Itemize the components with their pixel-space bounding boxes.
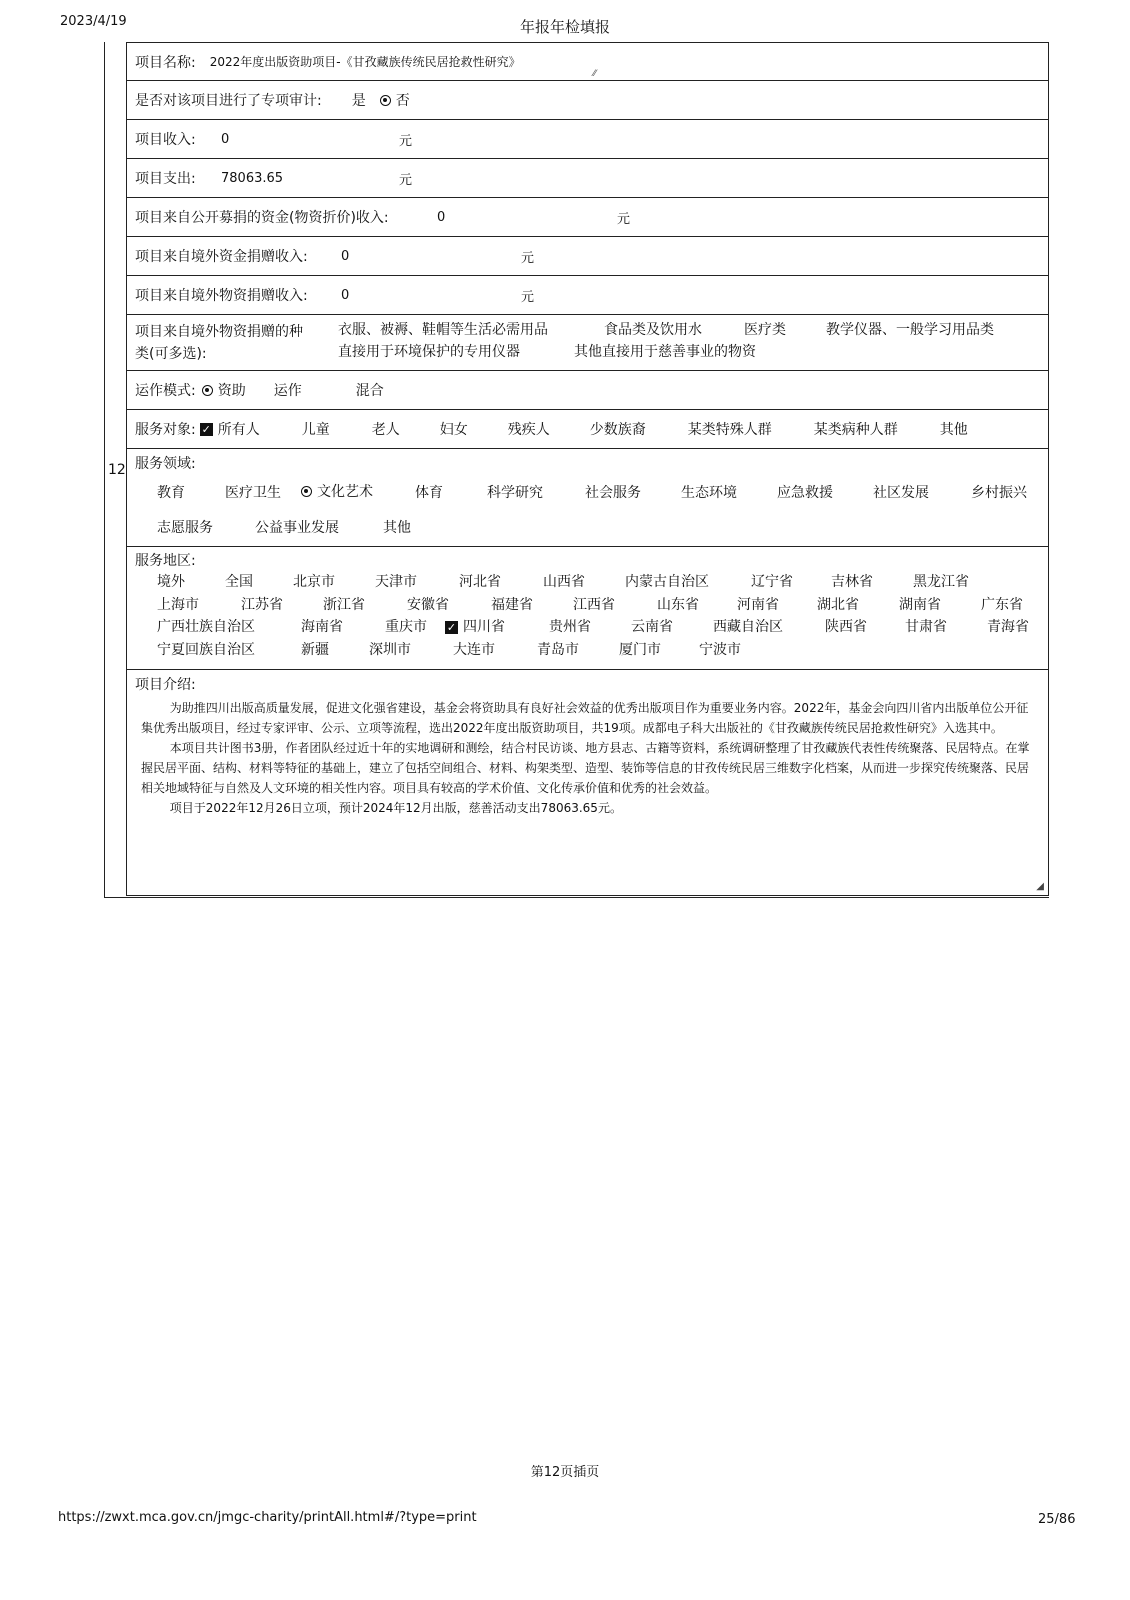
foreign-goods-row (127, 276, 1049, 315)
public-donation-label: 项目来自公开募捐的资金(物资折价)收入: (135, 210, 389, 226)
region-option[interactable]: 厦门市 (619, 641, 661, 658)
region-option[interactable]: 湖北省 (817, 596, 859, 613)
region-option[interactable]: 陕西省 (825, 619, 867, 635)
target-row (127, 410, 1049, 449)
goods-type-label-1: 项目来自境外物资捐赠的种 (135, 324, 303, 340)
region-option[interactable]: 山东省 (657, 596, 699, 613)
region-option[interactable]: 海南省 (301, 619, 343, 635)
expense-unit: 元 (399, 172, 413, 188)
radio-selected-icon[interactable] (202, 385, 213, 396)
project-name-row (127, 42, 1049, 81)
region-option[interactable]: 内蒙古自治区 (625, 574, 709, 590)
public-donation-unit: 元 (617, 211, 631, 227)
region-option[interactable]: 河北省 (459, 574, 501, 590)
expense-label: 项目支出: (135, 171, 196, 187)
intro-paragraph: 本项目共计图书3册，作者团队经过近十年的实地调研和测绘，结合村民访谈、地方县志、古籍等资料，系统调研整理了甘孜藏族代表性传统聚落、民居特点。在掌握民居平面、结构、材料等特征的基础上，建立了包括空间组合、材料、构架类型、造型、装饰等信息的甘孜传统民居三维数字化档案，从而进一步探究传统聚落、民居相关地域特征与自然及人文环境的相关性内容。项目具有较高的学术价值、文化传承价值和优秀的社会效益。 (141, 741, 1030, 795)
foreign-fund-label: 项目来自境外资金捐赠收入: (135, 249, 308, 265)
field-option[interactable]: 社区发展 (873, 484, 929, 501)
mode-option-grant[interactable] (202, 380, 274, 400)
field-option-culture[interactable] (301, 481, 415, 501)
region-option[interactable]: 新疆 (301, 641, 329, 658)
field-option[interactable]: 公益事业发展 (255, 520, 339, 536)
row-number: 12 (108, 462, 126, 478)
audit-no-option[interactable] (380, 90, 410, 110)
checkbox-checked-icon[interactable]: ✓ (446, 621, 457, 634)
mode-option-label: 混合 (355, 383, 384, 399)
target-option[interactable]: 儿童 (301, 422, 330, 438)
region-option-sichuan[interactable] (445, 616, 549, 639)
radio-selected-icon[interactable] (301, 486, 312, 497)
field-option[interactable]: 志愿服务 (157, 520, 213, 536)
print-date: 2023/4/19 (60, 14, 127, 29)
mode-row (127, 371, 1049, 410)
region-option[interactable]: 广东省 (981, 596, 1023, 613)
region-option[interactable]: 宁波市 (699, 641, 741, 658)
mode-option-label: 运作 (273, 383, 302, 399)
region-option[interactable]: 湖南省 (899, 596, 941, 613)
region-option[interactable]: 天津市 (375, 574, 417, 590)
audit-label: 是否对该项目进行了专项审计: (135, 93, 322, 109)
page-count: 25/86 (1038, 1512, 1076, 1527)
region-option[interactable]: 广西壮族自治区 (157, 619, 255, 635)
region-option[interactable]: 全国 (225, 574, 253, 590)
region-option[interactable]: 北京市 (293, 574, 335, 590)
resize-handle-icon[interactable]: ◢ (1036, 881, 1044, 892)
field-option[interactable]: 科学研究 (487, 484, 543, 501)
target-option-all[interactable] (200, 419, 302, 439)
income-label: 项目收入: (135, 132, 196, 148)
field-option[interactable]: 社会服务 (585, 484, 641, 501)
expense-row (127, 159, 1049, 198)
goods-type-row (127, 315, 1049, 371)
region-option-label: 四川省 (463, 619, 505, 636)
region-option[interactable]: 福建省 (491, 596, 533, 613)
region-option[interactable]: 黑龙江省 (913, 574, 969, 590)
region-option[interactable]: 境外 (157, 574, 185, 590)
field-option[interactable]: 乡村振兴 (971, 484, 1027, 501)
field-option[interactable]: 教育 (157, 484, 185, 501)
field-option[interactable]: 医疗卫生 (225, 484, 281, 501)
audit-yes-label: 是 (351, 93, 366, 109)
mode-option-label: 资助 (217, 383, 246, 399)
page-title: 年报年检填报 (519, 18, 610, 36)
target-option[interactable]: 某类特殊人群 (687, 422, 772, 438)
mode-label: 运作模式: (135, 383, 196, 399)
foreign-goods-field[interactable]: 0 (341, 287, 350, 303)
intro-paragraph: 项目于2022年12月26日立项，预计2024年12月出版，慈善活动支出78063.65元。 (169, 801, 622, 815)
public-donation-row (127, 198, 1049, 237)
goods-type-option[interactable]: 教学仪器、一般学习用品类 (826, 322, 994, 338)
mode-option-mixed[interactable] (356, 380, 384, 400)
field-option[interactable]: 其他 (383, 520, 411, 536)
region-label: 服务地区: (135, 553, 196, 569)
expense-field[interactable]: 78063.65 (221, 170, 284, 186)
region-option[interactable]: 山西省 (543, 574, 585, 590)
goods-type-option[interactable]: 食品类及饮用水 (604, 322, 702, 338)
intro-textarea[interactable] (141, 698, 1034, 818)
target-option[interactable]: 其他 (939, 422, 968, 438)
field-option[interactable]: 体育 (415, 484, 443, 501)
print-url: https://zwxt.mca.gov.cn/jmgc-charity/printAll.html#/?type=print (58, 1510, 477, 1525)
region-option[interactable]: 贵州省 (549, 619, 591, 635)
region-option[interactable]: 江苏省 (241, 596, 283, 613)
target-option[interactable]: 某类病种人群 (813, 422, 898, 438)
region-option[interactable]: 浙江省 (323, 596, 365, 613)
goods-type-option[interactable]: 其他直接用于慈善事业的物资 (574, 344, 756, 360)
field-row (127, 449, 1049, 547)
income-field[interactable]: 0 (221, 131, 230, 147)
target-option[interactable]: 少数族裔 (589, 422, 646, 438)
target-option[interactable]: 残疾人 (507, 422, 550, 438)
region-option[interactable]: 辽宁省 (751, 574, 793, 590)
region-option[interactable]: 江西省 (573, 596, 615, 613)
field-label: 服务领域: (135, 456, 196, 472)
foreign-goods-label: 项目来自境外物资捐赠收入: (135, 288, 308, 304)
resize-handle-icon: ⁄⁄ (593, 69, 597, 79)
project-form (126, 42, 1049, 896)
region-option[interactable]: 吉林省 (831, 574, 873, 590)
field-option-label: 文化艺术 (317, 484, 373, 500)
target-label: 服务对象: (135, 422, 196, 438)
audit-row (127, 81, 1049, 120)
audit-no-label: 否 (395, 93, 410, 109)
target-option[interactable]: 妇女 (439, 422, 468, 438)
region-option[interactable]: 重庆市 (385, 619, 427, 635)
goods-type-option[interactable]: 衣服、被褥、鞋帽等生活必需用品 (338, 322, 548, 338)
project-name-field[interactable]: 2022年度出版资助项目-《甘孜藏族传统民居抢救性研究》 (209, 55, 521, 69)
region-option[interactable]: 宁夏回族自治区 (157, 641, 255, 658)
region-option[interactable]: 西藏自治区 (713, 619, 783, 635)
target-option[interactable]: 老人 (371, 422, 400, 438)
intro-row (127, 670, 1049, 896)
field-option[interactable]: 应急救援 (777, 484, 833, 501)
region-option[interactable]: 安徽省 (407, 596, 449, 613)
foreign-fund-field[interactable]: 0 (341, 248, 350, 264)
region-option[interactable]: 青岛市 (537, 641, 579, 658)
target-option-label: 所有人 (217, 422, 260, 438)
income-row (127, 120, 1049, 159)
region-option[interactable]: 甘肃省 (905, 619, 947, 635)
foreign-goods-unit: 元 (521, 289, 535, 305)
region-option[interactable]: 河南省 (737, 596, 779, 613)
audit-yes-option[interactable] (352, 90, 366, 110)
intro-label: 项目介绍: (135, 677, 196, 693)
region-option[interactable]: 大连市 (453, 641, 495, 658)
radio-selected-icon[interactable] (380, 95, 391, 106)
region-row (127, 547, 1049, 670)
intro-paragraph: 为助推四川出版高质量发展，促进文化强省建设，基金会将资助具有良好社会效益的优秀出版项目作为重要业务内容。2022年，基金会向四川省内出版单位公开征集优秀出版项目，经过专家评审、公示、立项等流程，选出2022年度出版资助项目，共19项。成都电子科大出版社的《甘孜藏族传统民居抢救性研究》入选其中。 (141, 701, 1029, 735)
region-option[interactable]: 青海省 (987, 619, 1029, 635)
project-name-label: 项目名称: (135, 54, 196, 71)
goods-type-option[interactable]: 医疗类 (744, 322, 786, 338)
goods-type-label-2: 类(可多选): (135, 346, 207, 362)
field-option[interactable]: 生态环境 (681, 484, 737, 501)
foreign-fund-row (127, 237, 1049, 276)
foreign-fund-unit: 元 (521, 250, 535, 266)
region-option[interactable]: 深圳市 (369, 641, 411, 658)
region-option[interactable]: 上海市 (157, 596, 199, 613)
goods-type-option[interactable]: 直接用于环境保护的专用仪器 (338, 344, 520, 360)
page-insert-label: 第12页插页 (530, 1465, 600, 1480)
region-option[interactable]: 云南省 (631, 619, 673, 635)
public-donation-field[interactable]: 0 (437, 209, 446, 225)
mode-option-operate[interactable] (274, 380, 356, 400)
checkbox-checked-icon[interactable]: ✓ (201, 422, 211, 436)
income-unit: 元 (399, 133, 413, 149)
